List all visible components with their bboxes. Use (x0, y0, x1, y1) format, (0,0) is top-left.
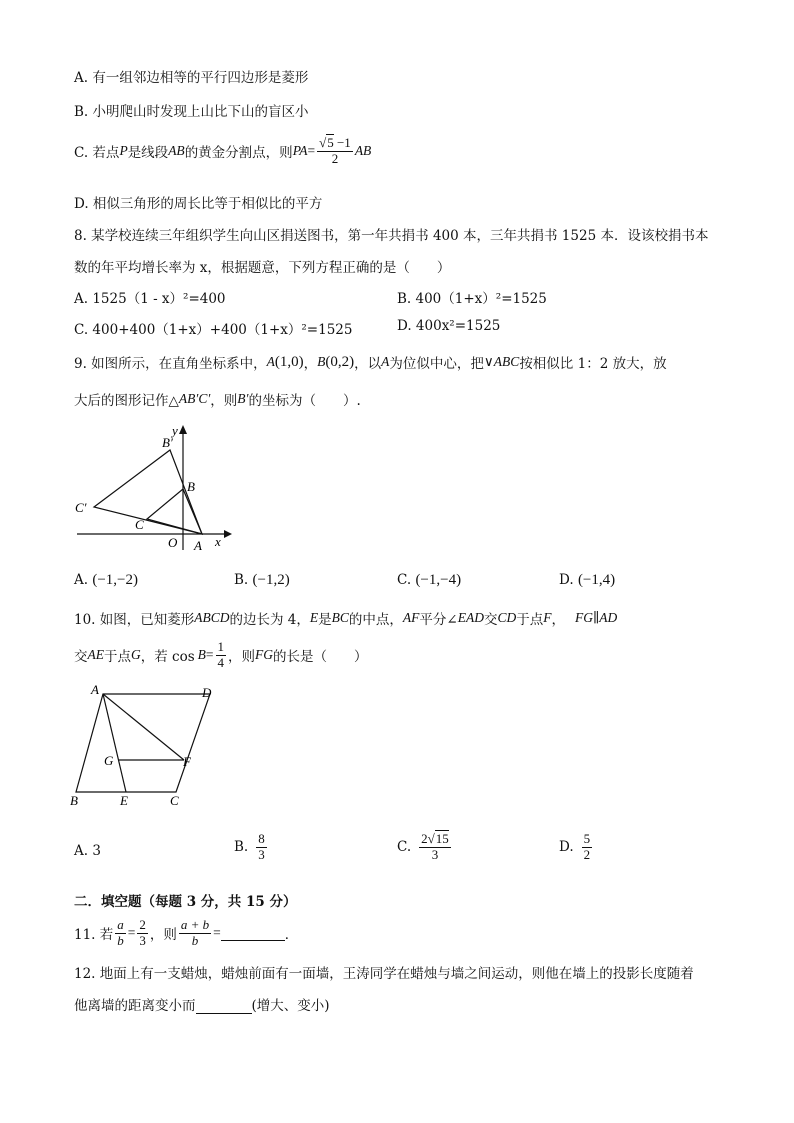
q10-text11: ，若 cos (140, 649, 195, 666)
q9-stem-line2 (74, 389, 361, 409)
rhombus-abcd (76, 694, 210, 792)
q10-text7: 于点 (516, 612, 544, 628)
q10-d-fraction (582, 832, 593, 863)
q7-c-minus: −1 (333, 135, 351, 150)
q10-text13: 的长是（ ） (273, 649, 368, 666)
q7-c-radicand: 5 (327, 135, 334, 150)
q9-a-label: A. (74, 572, 89, 588)
q11-period: ． (284, 927, 299, 944)
q9-center: A (381, 354, 390, 369)
q9-option-b (234, 572, 290, 589)
q9-text2: ，以 (354, 356, 382, 372)
q9-option-c (397, 572, 461, 589)
q10-parallel: ∥ (593, 610, 600, 626)
q10-c-den: 3 (431, 846, 439, 862)
q10-text9: 交 (74, 649, 88, 666)
q9-b-coord: (0,2) (325, 353, 355, 370)
x-axis-arrow (224, 530, 232, 538)
q9-a-coord: (1,0) (274, 353, 304, 370)
q7-c-equals: = (307, 143, 316, 159)
q10-c-fraction: $\frac{2√15}{3}$ (421, 831, 449, 862)
q9-triangle2: AB′C′ (178, 391, 211, 406)
q8-option-b: B. 400（1+x）²=1525 (397, 291, 547, 307)
q10-cos-fraction (216, 640, 227, 671)
q9-d-label: D. (559, 572, 574, 588)
q10-af: AF (402, 610, 420, 625)
label-a: A (91, 682, 99, 697)
q10-fg2: FG (255, 647, 274, 663)
q10-option-b (234, 832, 269, 863)
triangle-ab'c' (94, 450, 202, 534)
q10-b-num: 8 (258, 831, 265, 846)
q7-option-c (74, 136, 371, 167)
segment-af (103, 694, 184, 760)
q9-text5: 大后的图形记作△ (74, 393, 179, 409)
q9-a-value: (−1,−2) (92, 572, 139, 588)
q9-stem-line1 (74, 352, 667, 372)
q9-text3: 为位似中心，把 (389, 356, 484, 372)
q9-triangle: ∨ABC (483, 354, 520, 369)
q8-option-d: D. 400x²=1525 (397, 318, 501, 334)
q10-ae: AE (87, 647, 104, 663)
q10-rhombus: ABCD (194, 610, 230, 625)
q11-text: 11. 若 (74, 927, 114, 944)
q7-option-a: A. 有一组邻边相等的平行四边形是菱形 (74, 70, 309, 86)
q7-c-point: P (119, 143, 128, 159)
label-e: E (120, 793, 128, 808)
q10-stem-line2 (74, 640, 368, 671)
label-bprime: B′ (162, 435, 173, 450)
q11-stem (74, 918, 298, 949)
q11-equals1: = (127, 925, 136, 941)
q10-d-label: D. (559, 839, 574, 856)
q9-b-value: (−1,2) (252, 572, 290, 588)
q11-frac-23 (137, 918, 148, 949)
q10-text10: 于点 (104, 649, 131, 666)
label-b: B (70, 793, 78, 808)
q7-option-b: B. 小明爬山时发现上山比下山的盲区小 (74, 104, 309, 120)
q9-option-a (74, 572, 138, 589)
q10-equals: = (205, 647, 214, 663)
q10-angle-b: B (197, 647, 206, 663)
label-o: O (168, 535, 178, 550)
y-axis-arrow (179, 425, 187, 434)
q10-text4: 的中点， (348, 612, 403, 628)
segment-ae (103, 694, 126, 792)
q9-d-value: (−1,4) (577, 572, 616, 588)
q7-c-text: C. 若点 (74, 145, 120, 162)
q7-c-denominator: 2 (331, 150, 339, 166)
q9-point-bprime: B′ (237, 391, 249, 406)
q10-bc: BC (331, 610, 349, 625)
label-a: A (194, 538, 202, 553)
q8-stem-line2: 数的年平均增长率为 x，根据题意，下列方程正确的是（ ） (74, 260, 451, 276)
q12-hint: (增大、变小) (251, 998, 330, 1014)
q10-text2: 的边长为 4， (229, 612, 310, 628)
q10-point-e: E (309, 610, 319, 625)
label-f: F (183, 754, 191, 769)
label-b: B (187, 479, 195, 494)
q10-cos-num: 1 (217, 639, 225, 654)
label-x: x (215, 534, 221, 549)
q10-c-label: C. (397, 839, 412, 856)
q11-f1-den: b (117, 932, 124, 948)
q7-c-text2: 是线段 (127, 145, 169, 162)
label-c: C (135, 517, 144, 532)
q11-f2-den: 3 (139, 932, 146, 948)
q7-c-fraction: $\frac{√5 -1}{2}$ (319, 135, 351, 166)
q10-text12: ，则 (228, 649, 256, 666)
q10-d-num: 5 (583, 831, 591, 846)
q11-frac-ab (115, 918, 126, 949)
q10-ead: EAD (457, 610, 484, 625)
q9-text4: 按相似比 1：2 放大，放 (519, 356, 667, 372)
q7-option-d: D. 相似三角形的周长比等于相似比的平方 (74, 196, 323, 212)
q11-equals2: = (213, 925, 221, 941)
q10-b-label: B. (234, 839, 249, 856)
q10-cos-den: 4 (217, 654, 225, 670)
q10-d-den: 2 (583, 846, 591, 862)
q8-option-a: A. 1525（1 - x）²=400 (74, 291, 226, 307)
q10-text6: 交 (483, 612, 498, 628)
q10-cd: CD (497, 610, 517, 625)
q11-f3-num: a + b (180, 917, 210, 932)
q10-option-d (559, 832, 594, 863)
q11-f1-num: a (117, 917, 124, 932)
label-cprime: C′ (75, 500, 87, 515)
q7-c-ab: AB (354, 143, 372, 159)
q11-text2: ，则 (149, 927, 177, 944)
q10-text3: 是 (318, 612, 332, 628)
q9-figure (72, 420, 232, 560)
q10-point-g: G (131, 647, 141, 663)
q10-stem-line1 (74, 608, 617, 628)
q10-option-a: A. 3 (74, 843, 101, 859)
q11-f3-den: b (191, 932, 199, 948)
q10-text8: ， (551, 612, 565, 628)
q10-ad: AD (599, 610, 618, 625)
q10-figure (66, 680, 226, 812)
q9-text7: 的坐标为（ ）. (248, 393, 361, 409)
q10-text: 10. 如图，已知菱形 (74, 612, 195, 628)
q10-b-den: 3 (258, 846, 265, 862)
q7-c-segment: AB (168, 143, 185, 159)
q10-fg: FG (575, 610, 593, 625)
q10-b-fraction (256, 832, 267, 863)
q9-c-label: C. (397, 572, 412, 588)
q9-text: 9. 如图所示，在直角坐标系中， (74, 356, 267, 372)
q9-option-d (559, 572, 615, 589)
q10-text5: 平分∠ (419, 612, 458, 628)
label-g: G (104, 753, 114, 768)
q8-stem-line1: 8. 某学校连续三年组织学生向山区捐送图书，第一年共捐书 400 本，三年共捐书 1525 本．设该校捐书本 (74, 228, 709, 244)
label-d: D (202, 685, 212, 700)
q9-point-a: A (266, 354, 275, 369)
q11-answer-blank[interactable] (221, 926, 285, 941)
q9-sep: ， (303, 356, 318, 372)
q9-b-label: B. (234, 572, 249, 588)
q9-c-value: (−1,−4) (415, 572, 462, 588)
q7-c-text3: 的黄金分割点，则 (184, 145, 293, 162)
q12-stem-line2 (74, 994, 330, 1014)
q10-c-radicand: 15 (435, 831, 449, 846)
q11-f2-num: 2 (139, 917, 146, 932)
q12-answer-blank[interactable] (196, 999, 252, 1014)
section-fill-in-title: 二．填空题（每题 3 分，共 15 分） (74, 894, 297, 910)
q10-option-c (397, 832, 453, 863)
q10-c-coef: 2 (421, 831, 428, 846)
q7-c-pa: PA (292, 143, 308, 159)
label-c: C (170, 793, 179, 808)
q8-option-c: C. 400+400（1+x）+400（1+x）²=1525 (74, 322, 353, 338)
q9-text6: ，则 (210, 393, 238, 409)
q12-stem-line1: 12. 地面上有一支蜡烛，蜡烛前面有一面墙，王涛同学在蜡烛与墙之间运动，则他在墙上的投影长度随着 (74, 966, 694, 982)
q11-frac-apb (179, 918, 211, 949)
q9-point-b: B (317, 354, 326, 369)
label-y: y (172, 423, 178, 438)
q12-text: 他离墙的距离变小而 (74, 998, 196, 1014)
q10-point-f: F (543, 610, 552, 625)
